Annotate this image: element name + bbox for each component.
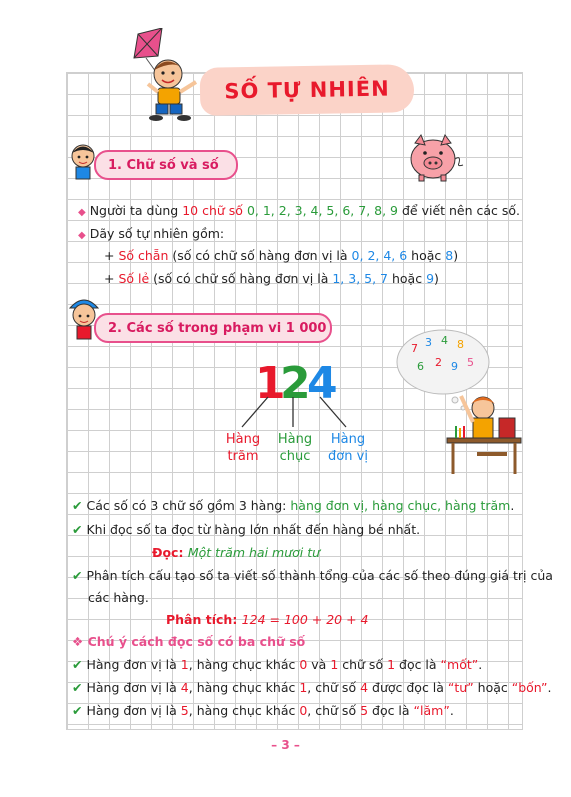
checkmark-icon: ✔: [72, 498, 83, 513]
rule-3: ✔ Hàng đơn vị là 5, hàng chục khác 0, chữ số 5 đọc là “lăm”.: [72, 703, 454, 718]
svg-text:3: 3: [425, 336, 432, 349]
s1-bullet-1: ◆ Người ta dùng 10 chữ số 0, 1, 2, 3, 4, 5, 6, 7, 8, 9 để viết nên các số.: [78, 203, 521, 218]
svg-text:6: 6: [417, 360, 424, 373]
svg-text:5: 5: [467, 356, 474, 369]
diamond-icon: ❖: [72, 634, 84, 649]
section-2-heading: 2. Các số trong phạm vi 1 000: [94, 313, 332, 343]
kite-boy-illustration: [118, 28, 208, 124]
svg-text:2: 2: [435, 356, 442, 369]
checkmark-icon: ✔: [72, 568, 83, 583]
checkmark-icon: ✔: [72, 703, 83, 718]
s2-check-3-cont: các hàng.: [88, 590, 149, 605]
svg-text:9: 9: [451, 360, 458, 373]
checkmark-icon: ✔: [72, 657, 83, 672]
place-units: Hàng đơn vị: [328, 432, 368, 464]
s2-check-3: ✔ Phân tích cấu tạo số ta viết số thành tổng của các số theo đúng giá trị của: [72, 568, 553, 583]
rule-2: ✔ Hàng đơn vị là 4, hàng chục khác 1, chữ số 4 được đọc là “tư” hoặc “bốn”.: [72, 680, 552, 695]
title-banner: [200, 64, 415, 116]
bullet-diamond-icon: ◆: [78, 230, 86, 241]
digit-hundreds: 1: [255, 358, 286, 409]
s1-sub-even: + Số chẵn (số có chữ số hàng đơn vị là 0, 2, 4, 6 hoặc 8): [104, 248, 459, 263]
digit-tens: 2: [280, 358, 311, 409]
svg-text:8: 8: [457, 338, 464, 351]
svg-text:4: 4: [441, 334, 448, 347]
read-example: Đọc: Một trăm hai mươi tư: [152, 545, 321, 560]
digit-units: 4: [307, 358, 338, 409]
svg-text:7: 7: [411, 342, 418, 355]
analysis-example: Phân tích: 124 = 100 + 20 + 4: [166, 612, 369, 627]
place-tens: Hàng chục: [277, 432, 313, 464]
checkmark-icon: ✔: [72, 522, 83, 537]
place-value-branches: [230, 395, 370, 431]
pig-illustration: [405, 133, 467, 185]
place-hundreds: Hàng trăm: [225, 432, 261, 464]
bullet-diamond-icon: ◆: [78, 207, 86, 218]
note-heading: ❖ Chú ý cách đọc số có ba chữ số: [72, 634, 306, 649]
page-title: SỐ TỰ NHIÊN: [224, 76, 390, 104]
page-number: – 3 –: [271, 738, 300, 752]
s1-bullet-2: ◆ Dãy số tự nhiên gồm:: [78, 226, 225, 241]
section-1-heading: 1. Chữ số và số: [94, 150, 238, 180]
s2-check-1: ✔ Các số có 3 chữ số gồm 3 hàng: hàng đơn vị, hàng chục, hàng trăm.: [72, 498, 515, 513]
rule-1: ✔ Hàng đơn vị là 1, hàng chục khác 0 và 1 chữ số 1 đọc là “mốt”.: [72, 657, 483, 672]
thinking-student-illustration: [395, 322, 525, 482]
checkmark-icon: ✔: [72, 680, 83, 695]
s2-check-2: ✔ Khi đọc số ta đọc từ hàng lớn nhất đến hàng bé nhất.: [72, 522, 421, 537]
s1-sub-odd: + Số lẻ (số có chữ số hàng đơn vị là 1, 3, 5, 7 hoặc 9): [104, 271, 439, 286]
